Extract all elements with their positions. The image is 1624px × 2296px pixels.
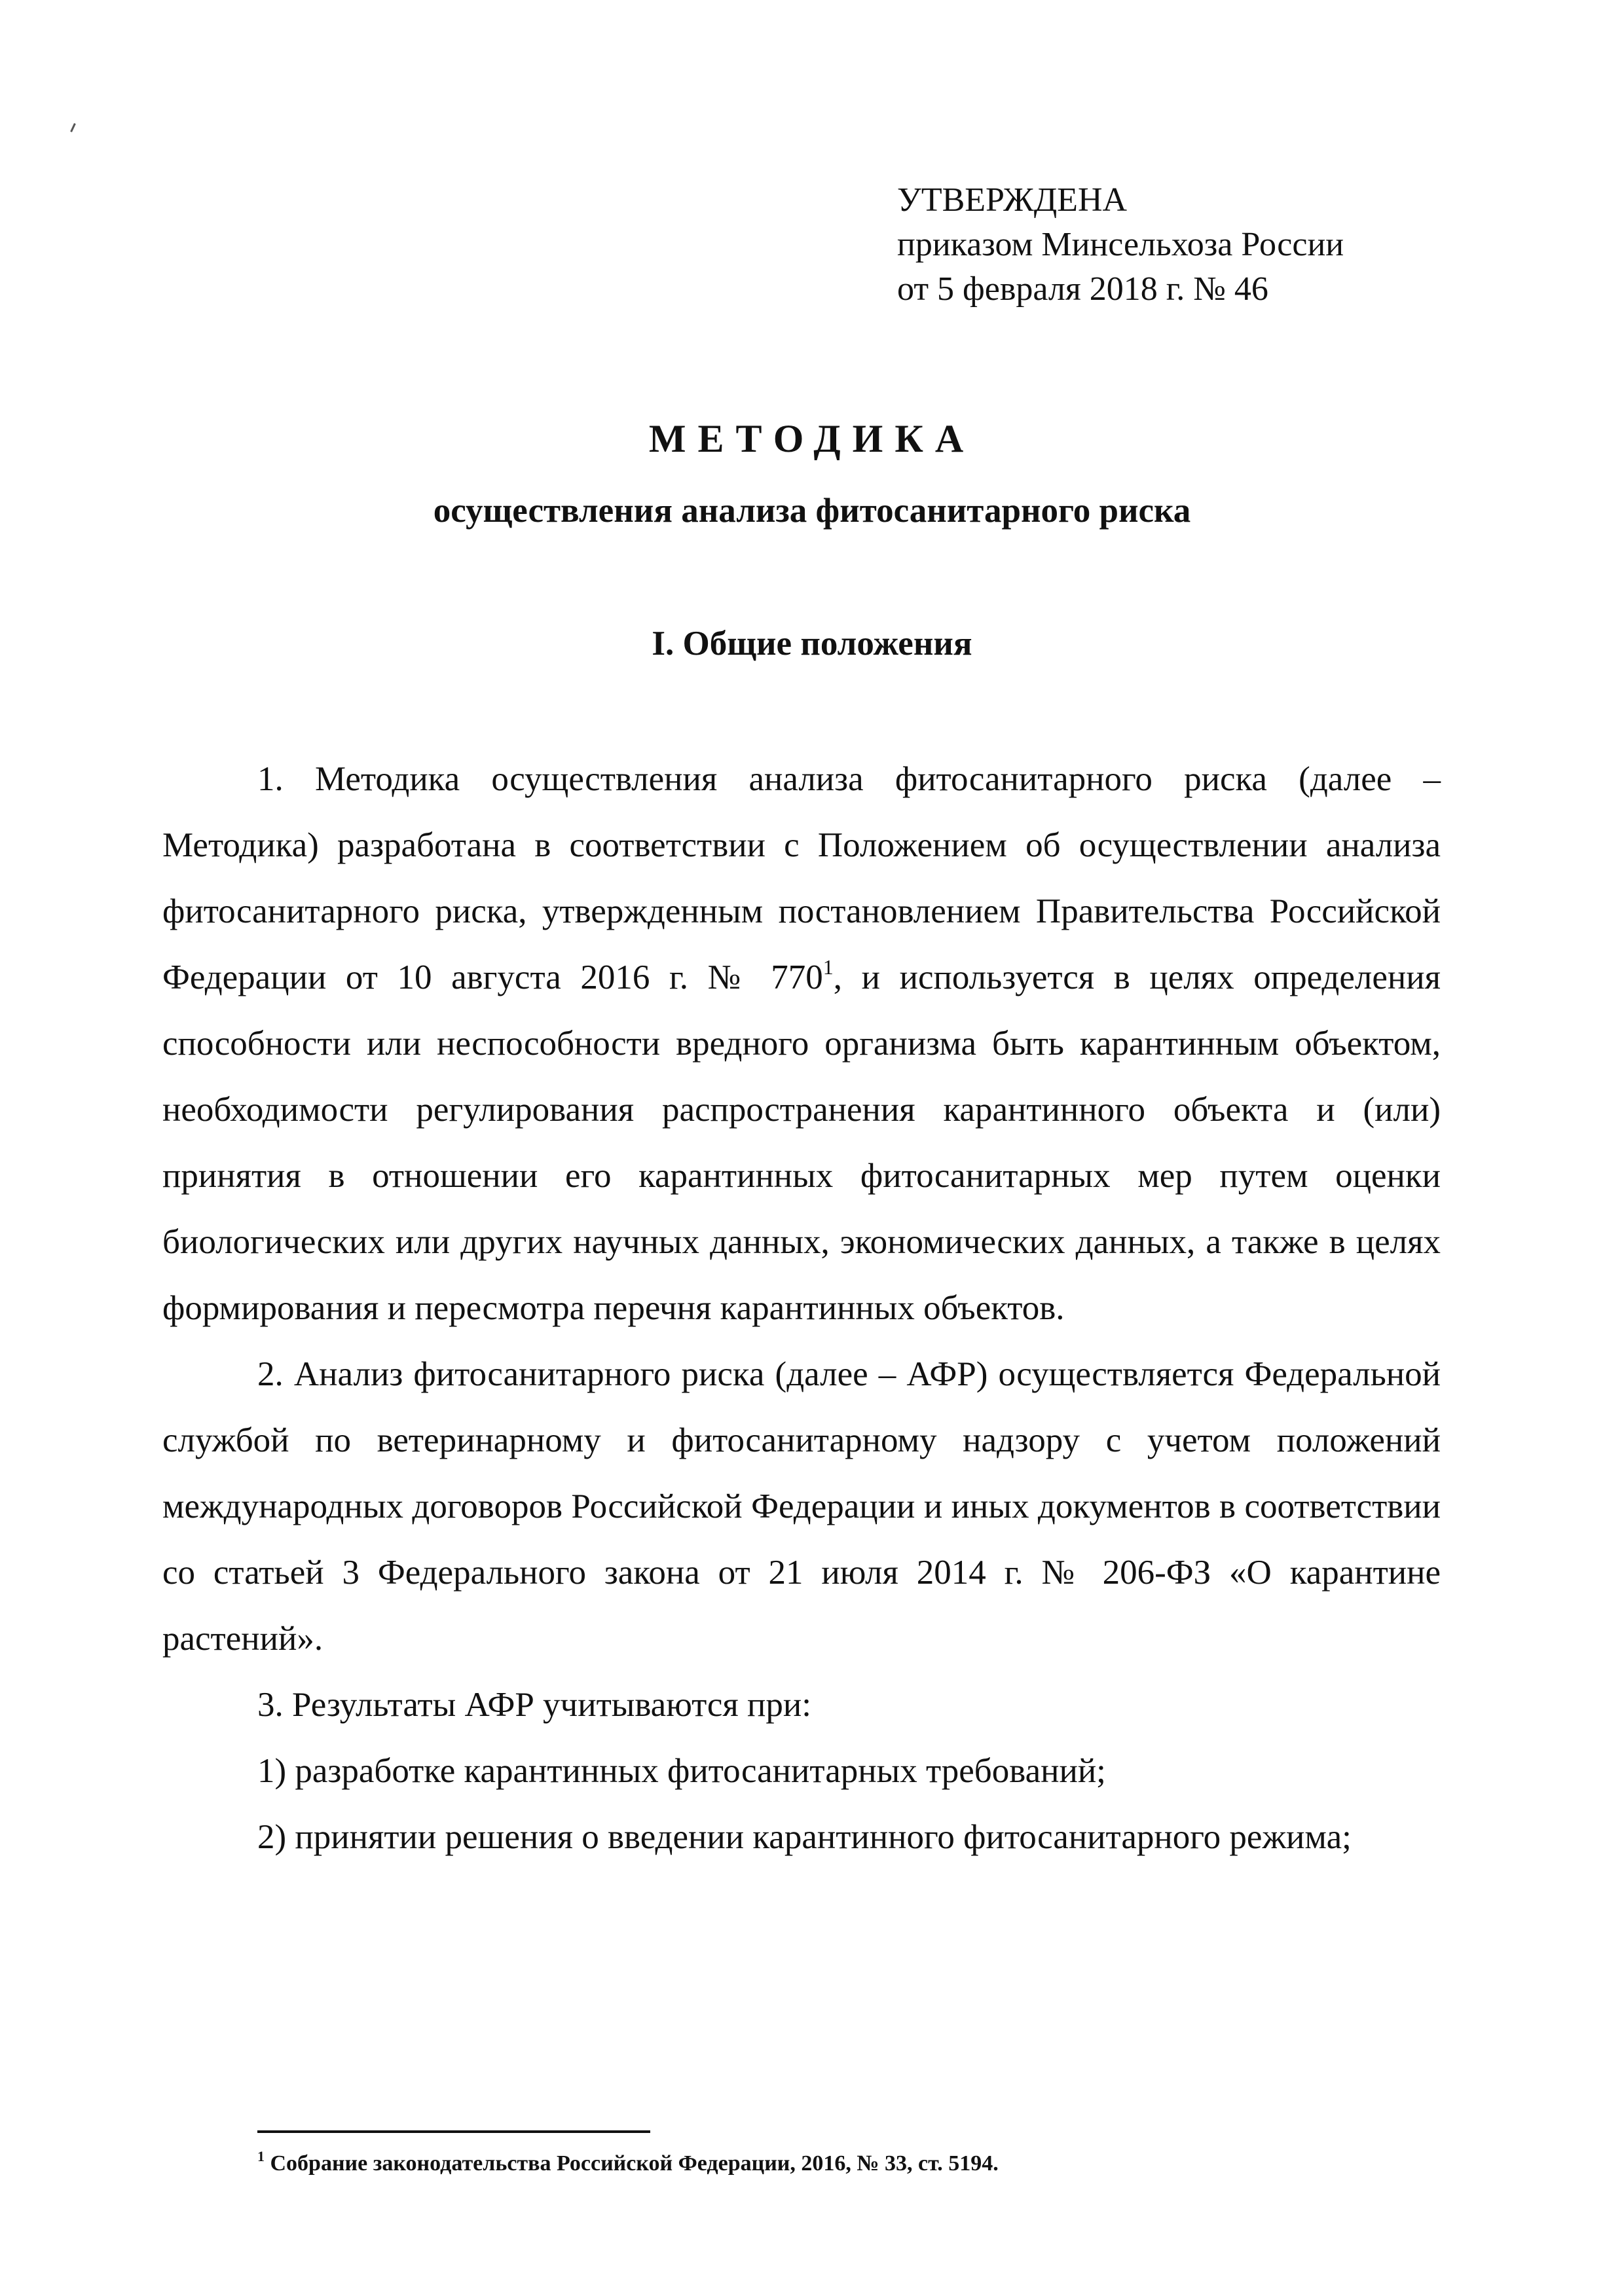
- paragraph-1: [162, 746, 1441, 1341]
- footnote-reference: 1: [822, 955, 834, 979]
- list-item-1: 1) разработке карантинных фитосанитарных требований;: [257, 1752, 1106, 1790]
- paragraph-3: 3. Результаты АФР учитываются при:: [257, 1686, 812, 1724]
- footnote-marker: 1: [257, 2148, 265, 2164]
- scan-speck: [70, 123, 76, 132]
- footnote-text: Собрание законодательства Российской Федерации, 2016, № 33, ст. 5194.: [265, 2151, 999, 2176]
- approval-date: от 5 февраля 2018 г. № 46: [897, 270, 1268, 308]
- section-heading: I. Общие положения: [652, 625, 972, 663]
- footnote-divider: [257, 2130, 650, 2133]
- document-title: МЕТОДИКА: [648, 417, 976, 460]
- paragraph-1-text-cont: , и используется в целях определения способности или неспособности вредного организма быть карантинным объектом, необходимости регулирования распространения карантинного объекта и (или) принятия в отношении его карантинных фитосанитарных мер путем оценки биологических или других научных данных, экономических данных, а также в целях формирования и пересмотра перечня карантинных объектов.: [162, 958, 1441, 1327]
- list-item-2: 2) принятии решения о введении карантинного фитосанитарного режима;: [257, 1818, 1352, 1856]
- document-body: [162, 746, 1441, 1870]
- approval-order: приказом Минсельхоза России: [897, 226, 1344, 263]
- footnote: [257, 2147, 999, 2180]
- document-subtitle: осуществления анализа фитосанитарного риска: [433, 492, 1191, 530]
- approval-stamp: [897, 178, 1344, 312]
- paragraph-2: 2. Анализ фитосанитарного риска (далее – АФР) осуществляется Федеральной службой по ветеринарному и фитосанитарному надзору с учетом положений международных договоров Российской Федерации и иных документов в соответствии со статьей 3 Федерального закона от 21 июля 2014 г. № 206-ФЗ «О карантине растений».: [162, 1355, 1441, 1658]
- approval-heading: УТВЕРЖДЕНА: [897, 181, 1128, 219]
- paragraph-1-text: 1. Методика осуществления анализа фитосанитарного риска (далее – Методика) разработана в соответствии с Положением об осуществлении анализа фитосанитарного риска, утвержденным постановлением Правительства Российской Федерации от 10 августа 2016 г. № 770: [162, 760, 1441, 996]
